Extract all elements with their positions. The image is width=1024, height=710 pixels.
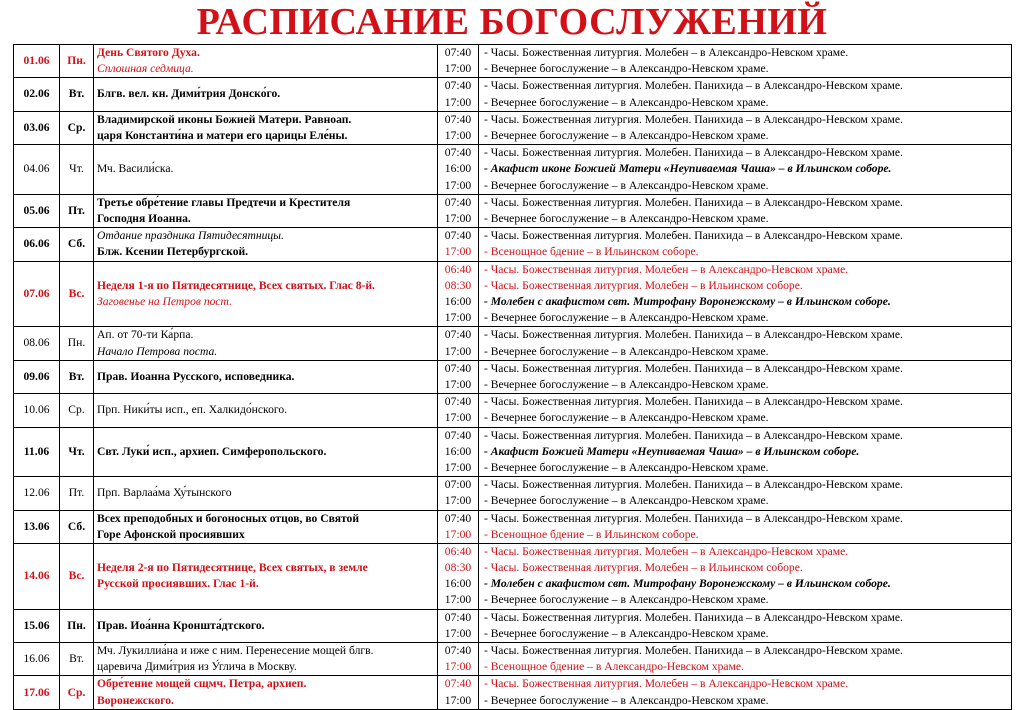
row-services (479, 609, 1012, 642)
row-date: 08.06 (14, 327, 60, 360)
service-time: 07:40 (444, 361, 472, 375)
row-feast (94, 477, 438, 510)
service-text: - Акафист Божией Матери «Неупиваемая Чаша» – в Ильинском соборе. (484, 444, 860, 458)
feast-line: царевича Дими́трия из У́глича в Москву. (97, 660, 297, 674)
service-text: - Вечернее богослужение – в Александро-Невском храме. (484, 693, 769, 707)
service-time: 17:00 (444, 660, 472, 674)
schedule-row (14, 45, 1012, 78)
row-feast (94, 145, 438, 195)
service-time: 17:00 (444, 311, 472, 325)
row-date: 02.06 (14, 78, 60, 111)
service-time: 16:00 (444, 162, 472, 176)
row-date: 07.06 (14, 261, 60, 327)
row-services (479, 543, 1012, 609)
row-feast (94, 643, 438, 676)
service-text: - Часы. Божественная литургия. Молебен. Панихида – в Александро-Невском храме. (484, 478, 903, 492)
row-services (479, 360, 1012, 393)
row-services (479, 327, 1012, 360)
feast-line: Мч. Лукиллиа́на и иже с ним. Перенесение мощей блгв. (97, 644, 374, 658)
schedule-row (14, 261, 1012, 327)
row-weekday: Вт. (60, 78, 94, 111)
row-feast (94, 510, 438, 543)
row-services (479, 145, 1012, 195)
row-feast (94, 261, 438, 327)
service-time: 07:40 (444, 328, 472, 342)
service-time: 07:40 (444, 677, 472, 691)
service-text: - Вечернее богослужение – в Александро-Невском храме. (484, 128, 769, 142)
feast-line: Прав. Иоанна Русского, исповедника. (97, 369, 295, 383)
row-feast (94, 360, 438, 393)
service-time: 07:40 (444, 112, 472, 126)
row-times (438, 360, 479, 393)
row-times (438, 327, 479, 360)
schedule-body (14, 45, 1012, 710)
row-times (438, 609, 479, 642)
row-weekday: Пт. (60, 194, 94, 227)
service-text: - Часы. Божественная литургия. Молебен – в Ильинском соборе. (484, 561, 803, 575)
row-times (438, 228, 479, 261)
service-time: 06:40 (444, 544, 472, 558)
schedule-row (14, 510, 1012, 543)
service-time: 08:30 (444, 561, 472, 575)
service-time: 07:40 (444, 395, 472, 409)
service-text: - Всенощное бдение – в Ильинском соборе. (484, 245, 699, 259)
service-time: 07:40 (444, 46, 472, 59)
schedule-row (14, 394, 1012, 427)
feast-line: Обре́тение мощей сщмч. Петра, архиеп. (97, 677, 307, 691)
feast-line: Всех преподобных и богоносных отцов, во Святой (97, 511, 360, 525)
service-text: - Молебен с акафистом свт. Митрофану Воронежскому – в Ильинском соборе. (484, 294, 891, 308)
service-time: 17:00 (444, 344, 472, 358)
feast-line: Горе Афонской просиявших (97, 527, 245, 541)
row-weekday: Сб. (60, 228, 94, 261)
row-services (479, 261, 1012, 327)
service-time: 17:00 (444, 460, 472, 474)
row-date: 13.06 (14, 510, 60, 543)
service-time: 17:00 (444, 245, 472, 259)
row-date: 09.06 (14, 360, 60, 393)
row-weekday: Вс. (60, 261, 94, 327)
service-text: - Часы. Божественная литургия. Молебен. Панихида – в Александро-Невском храме. (484, 511, 903, 525)
service-time: 06:40 (444, 262, 472, 276)
service-time: 07:40 (444, 146, 472, 160)
service-text: - Вечернее богослужение – в Александро-Невском храме. (484, 95, 769, 109)
service-time: 17:00 (444, 211, 472, 225)
row-date: 03.06 (14, 111, 60, 144)
feast-line: Отдание праздника Пятидесятницы. (97, 229, 284, 243)
row-feast (94, 609, 438, 642)
row-weekday: Чт. (60, 427, 94, 477)
service-text: - Часы. Божественная литургия. Молебен. Панихида – в Александро-Невском храме. (484, 229, 903, 243)
row-services (479, 643, 1012, 676)
row-weekday: Вс. (60, 543, 94, 609)
service-text: - Акафист иконе Божией Матери «Неупиваемая Чаша» – в Ильинском соборе. (484, 162, 892, 176)
row-times (438, 194, 479, 227)
service-time: 17:00 (444, 494, 472, 508)
feast-line: Прп. Варлаа́ма Ху́тынского (97, 486, 232, 500)
row-times (438, 78, 479, 111)
row-date: 17.06 (14, 676, 60, 709)
row-feast (94, 543, 438, 609)
feast-line: Владимирской иконы Божией Матери. Равноап. (97, 112, 352, 126)
row-feast (94, 111, 438, 144)
service-text: - Молебен с акафистом свт. Митрофану Воронежскому – в Ильинском соборе. (484, 577, 891, 591)
service-time: 17:00 (444, 527, 472, 541)
schedule-row (14, 609, 1012, 642)
service-text: - Часы. Божественная литургия. Молебен. Панихида – в Александро-Невском храме. (484, 328, 903, 342)
service-text: - Вечернее богослужение – в Александро-Невском храме. (484, 211, 769, 225)
schedule-row (14, 111, 1012, 144)
feast-line: Блж. Ксении Петербургской. (97, 245, 249, 259)
row-times (438, 145, 479, 195)
row-times (438, 427, 479, 477)
row-services (479, 427, 1012, 477)
row-feast (94, 45, 438, 78)
row-services (479, 477, 1012, 510)
row-weekday: Пт. (60, 477, 94, 510)
service-time: 16:00 (444, 577, 472, 591)
service-time: 07:40 (444, 229, 472, 243)
row-date: 01.06 (14, 45, 60, 78)
row-times (438, 510, 479, 543)
schedule-row (14, 327, 1012, 360)
row-weekday: Пн. (60, 327, 94, 360)
row-times (438, 676, 479, 709)
row-feast (94, 228, 438, 261)
service-text: - Часы. Божественная литургия. Молебен. Панихида – в Александро-Невском храме. (484, 361, 903, 375)
service-text: - Часы. Божественная литургия. Молебен – в Александро-Невском храме. (484, 262, 849, 276)
service-time: 07:40 (444, 610, 472, 624)
row-date: 05.06 (14, 194, 60, 227)
row-services (479, 676, 1012, 709)
row-times (438, 643, 479, 676)
service-time: 07:40 (444, 195, 472, 209)
row-services (479, 510, 1012, 543)
row-services (479, 394, 1012, 427)
feast-line: Господня Иоанна. (97, 211, 191, 225)
service-text: - Часы. Божественная литургия. Молебен. Панихида – в Александро-Невском храме. (484, 395, 903, 409)
service-text: - Вечернее богослужение – в Александро-Невском храме. (484, 178, 769, 192)
row-date: 04.06 (14, 145, 60, 195)
feast-line: День Святого Духа. (97, 46, 200, 59)
row-times (438, 111, 479, 144)
row-weekday: Вт. (60, 643, 94, 676)
feast-line: Начало Петрова поста. (97, 344, 218, 358)
row-times (438, 543, 479, 609)
row-date: 11.06 (14, 427, 60, 477)
service-text: - Вечернее богослужение – в Александро-Невском храме. (484, 494, 769, 508)
schedule-row (14, 78, 1012, 111)
row-weekday: Пн. (60, 609, 94, 642)
service-text: - Часы. Божественная литургия. Молебен. Панихида – в Александро-Невском храме. (484, 610, 903, 624)
row-weekday: Вт. (60, 360, 94, 393)
row-services (479, 111, 1012, 144)
schedule-row (14, 228, 1012, 261)
feast-line: Неделя 2-я по Пятидесятнице, Всех святых, в земле (97, 561, 368, 575)
service-text: - Вечернее богослужение – в Александро-Невском храме. (484, 311, 769, 325)
service-text: - Часы. Божественная литургия. Молебен. Панихида – в Александро-Невском храме. (484, 79, 903, 93)
row-date: 06.06 (14, 228, 60, 261)
feast-line: Третье обре́тение главы Предтечи и Крестителя (97, 195, 351, 209)
row-times (438, 261, 479, 327)
feast-line: Прав. Иоа́нна Кроншта́дтского. (97, 618, 265, 632)
service-time: 17:00 (444, 62, 472, 76)
row-weekday: Сб. (60, 510, 94, 543)
feast-line: Воронежского. (97, 693, 174, 707)
row-times (438, 394, 479, 427)
schedule-table (13, 44, 1012, 710)
feast-line: Русской просиявших. Глас 1-й. (97, 577, 259, 591)
service-text: - Всенощное бдение – в Ильинском соборе. (484, 527, 699, 541)
service-time: 17:00 (444, 626, 472, 640)
service-text: - Вечернее богослужение – в Александро-Невском храме. (484, 377, 769, 391)
service-time: 17:00 (444, 693, 472, 707)
schedule-row (14, 676, 1012, 709)
row-weekday: Ср. (60, 111, 94, 144)
service-text: - Вечернее богослужение – в Александро-Невском храме. (484, 411, 769, 425)
service-text: - Вечернее богослужение – в Александро-Невском храме. (484, 62, 769, 76)
service-time: 16:00 (444, 294, 472, 308)
schedule-row (14, 477, 1012, 510)
service-text: - Часы. Божественная литургия. Молебен. Панихида – в Александро-Невском храме. (484, 112, 903, 126)
service-text: - Часы. Божественная литургия. Молебен. Панихида – в Александро-Невском храме. (484, 195, 903, 209)
row-weekday: Пн. (60, 45, 94, 78)
row-times (438, 45, 479, 78)
service-text: - Часы. Божественная литургия. Молебен. Панихида – в Александро-Невском храме. (484, 644, 903, 658)
schedule-row (14, 360, 1012, 393)
row-services (479, 45, 1012, 78)
schedule-row (14, 643, 1012, 676)
service-text: - Вечернее богослужение – в Александро-Невском храме. (484, 460, 769, 474)
service-time: 17:00 (444, 411, 472, 425)
service-time: 17:00 (444, 178, 472, 192)
service-text: - Всенощное бдение – в Александро-Невском храме. (484, 660, 744, 674)
feast-line: Заговенье на Петров пост. (97, 294, 232, 308)
service-text: - Часы. Божественная литургия. Молебен – в Александро-Невском храме. (484, 46, 849, 59)
row-services (479, 78, 1012, 111)
schedule-row (14, 145, 1012, 195)
service-time: 07:00 (444, 478, 472, 492)
row-times (438, 477, 479, 510)
service-text: - Вечернее богослужение – в Александро-Невском храме. (484, 626, 769, 640)
feast-line: Ап. от 70-ти Ка́рпа. (97, 328, 194, 342)
row-feast (94, 676, 438, 709)
service-time: 07:40 (444, 79, 472, 93)
service-time: 17:00 (444, 95, 472, 109)
row-date: 14.06 (14, 543, 60, 609)
service-time: 07:40 (444, 428, 472, 442)
row-feast (94, 194, 438, 227)
service-time: 16:00 (444, 444, 472, 458)
service-time: 08:30 (444, 278, 472, 292)
feast-line: Прп. Ники́ты исп., еп. Халкидо́нского. (97, 403, 288, 417)
service-text: - Вечернее богослужение – в Александро-Невском храме. (484, 593, 769, 607)
feast-line: Свт. Луки́ исп., архиеп. Симферопольского. (97, 444, 327, 458)
service-time: 07:40 (444, 644, 472, 658)
service-text: - Часы. Божественная литургия. Молебен – в Ильинском соборе. (484, 278, 803, 292)
row-date: 10.06 (14, 394, 60, 427)
row-weekday: Ср. (60, 394, 94, 427)
row-date: 12.06 (14, 477, 60, 510)
service-text: - Часы. Божественная литургия. Молебен – в Александро-Невском храме. (484, 677, 849, 691)
schedule-row (14, 194, 1012, 227)
schedule-row (14, 427, 1012, 477)
row-feast (94, 427, 438, 477)
row-feast (94, 327, 438, 360)
feast-line: Неделя 1-я по Пятидесятнице, Всех святых. Глас 8-й. (97, 278, 375, 292)
service-time: 17:00 (444, 128, 472, 142)
row-weekday: Ср. (60, 676, 94, 709)
service-text: - Часы. Божественная литургия. Молебен. Панихида – в Александро-Невском храме. (484, 146, 903, 160)
row-feast (94, 78, 438, 111)
feast-line: Сплошная седмица. (97, 62, 194, 76)
service-text: - Вечернее богослужение – в Александро-Невском храме. (484, 344, 769, 358)
service-text: - Часы. Божественная литургия. Молебен. Панихида – в Александро-Невском храме. (484, 428, 903, 442)
service-time: 17:00 (444, 593, 472, 607)
schedule-row (14, 543, 1012, 609)
row-services (479, 228, 1012, 261)
page-title: РАСПИСАНИЕ БОГОСЛУЖЕНИЙ (196, 1, 828, 43)
service-text: - Часы. Божественная литургия. Молебен – в Александро-Невском храме. (484, 544, 849, 558)
service-time: 17:00 (444, 377, 472, 391)
row-services (479, 194, 1012, 227)
feast-line: Блгв. вел. кн. Дими́трия Донско́го. (97, 87, 281, 101)
service-time: 07:40 (444, 511, 472, 525)
row-date: 16.06 (14, 643, 60, 676)
row-feast (94, 394, 438, 427)
row-date: 15.06 (14, 609, 60, 642)
row-weekday: Чт. (60, 145, 94, 195)
feast-line: царя Константи́на и матери его царицы Еле́ны. (97, 128, 348, 142)
feast-line: Мч. Васили́ска. (97, 162, 174, 176)
